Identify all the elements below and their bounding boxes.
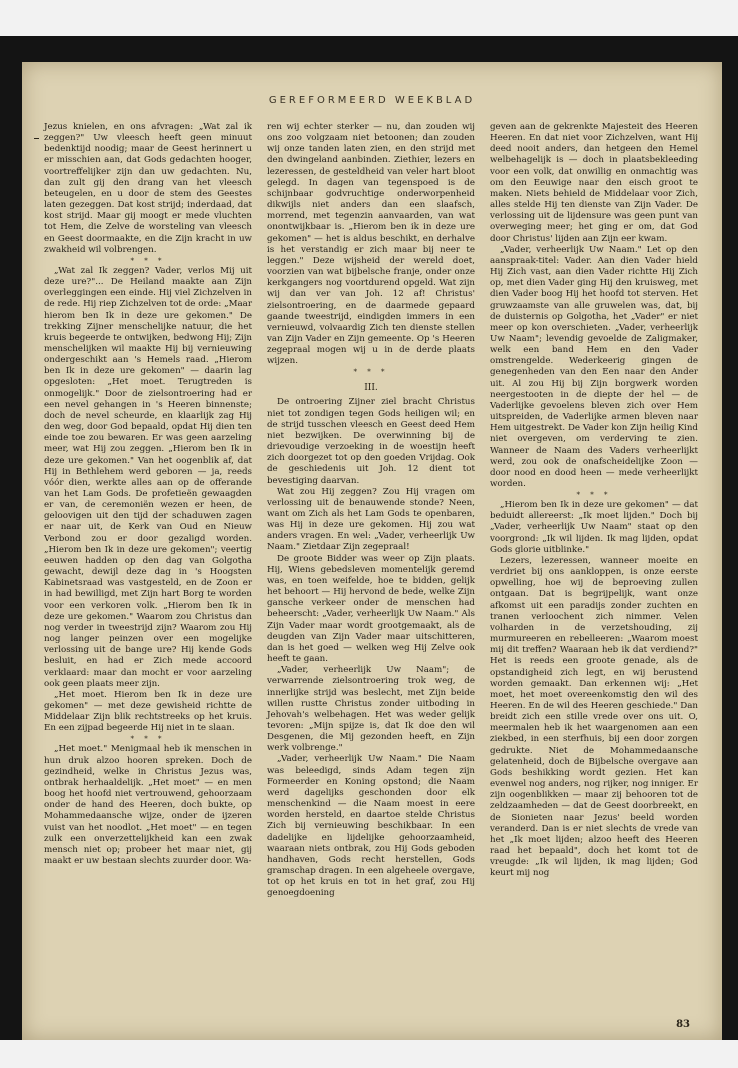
paragraph: ren wij echter sterker — nu, dan zouden wij ons zoo volgzaam niet betoonen; dan zouden wij onze tanden laten zien, en den strijd met den dwingeland aanbinden. Ziethier, lezers en lezeressen, de gesteldheid van veler hart bloot gelegd. In dagen van tegenspoed is de schijnbaar godvruchtige onderworpenheid dikwijls niet anders dan een slaafsch, morrend, met tegenzin aanvaarden, van wat onontwijkbaar is. „Hierom ben ik in deze ure gekomen" — het is aldus beschikt, en derhalve is het verstandig er zich maar bij neer te leggen." Deze wijsheid der wereld doet, voorzien van wat bijbelsche franje, onder onze kerkgangers nog voortdurend opgeld. Wat zijn wij dan ver van Joh. 12 af! Christus' zielsontroering, en de daarmede gepaard gaande tweestrijd, eindigden immers in een vernieuwd, volvaardig Zich ten dienste stellen van Zijn Vader en Zijn gemeente. Op 's Heeren zegepraal mogen wij u in de derde plaats wijzen. [267, 122, 475, 367]
running-header: GEREFORMEERD WEEKBLAD [268, 95, 476, 106]
section-separator: * * * [130, 735, 166, 744]
paragraph: „Wat zal Ik zeggen? Vader, verlos Mij uit deze ure?"... De Heiland maakte aan Zijn overleggingen een einde. Hij viel Zichzelven in de rede. Hij riep Zichzelven tot de orde: „Maar hierom ben Ik in deze ure gekomen." De trekking Zijner menschelijke natuur, die het kruis begeerde te ontwijken, bedwong Hij; Zijn menschelijken wil maakte Hij bij vernieuwing ondergeschikt aan 's Hemels raad. „Hierom ben Ik in deze ure gekomen" — daarin lag opgesloten: „Het moet. Terugtreden is onmogelijk." Door de zielsontroering had er een nevel gehangen in 's Heeren binnenste; doch de nevel scheurde, en klaarlijk zag Hij den weg, door God bepaald, opdat Hij dien ten einde toe zou bewaren. Er was geen aarzeling meer, wat Hij zou zeggen. „Hierom ben Ik in deze ure gekomen." Van het oogenblik af, dat Hij in Bethlehem werd geboren — ja, reeds vóór dien, werkte alles aan op de offerande van het Lam Gods. De profetieën gewaagden er van, de ceremoniën wezen er heen, de geloovigen uit den tijd der schaduwen zagen er naar uit, de Kerk van Oud en Nieuw Verbond zou er door gezaligd worden. „Hierom ben Ik in deze ure gekomen"; veertig eeuwen hadden op den dag van Golgotha gewacht, dewijl deze dag in 's Hoogsten Kabinetsraad was vastgesteld, en de Zoon er in had bewilligd, met Zijn hart Borg te worden voor een verkoren volk. „Hierom ben Ik in deze ure gekomen." Waarom zou Christus dan nog verder in tweestrijd zijn? Waarom zou Hij nog langer peinzen over een mogelijke verlossing uit de bange ure? Hij kende Gods besluit, en had er Zich mede accoord verklaard: maar dan mocht er voor aarzeling ook geen plaats meer zijn. [44, 265, 253, 689]
text-column-3 [490, 122, 698, 879]
bottom-margin [0, 1040, 738, 1068]
paragraph: Lezers, lezeressen, wanneer moeite en verdriet bij ons aankloppen, is onze eerste opwelling, hoe wij de beproeving zullen ontgaan. Dat is begrijpelijk, want onze afkomst uit een paradijs zonder zuchten en tranen verloochent zich nimmer. Velen volharden in de verzetshouding, zij murmureeren en rebelleeren: „Waarom moest mij dit treffen? Waaraan heb ik dat verdiend?" Het is reeds een groote genade, als de opstandigheid zich legt, en wij berustend worden gemaakt. Dan erkennen wij: „Het moet, het moet overeenkomstig den wil des Heeren. En de wil des Heeren geschiede." Dan breidt zich een stille vrede over ons uit. O, meermalen heb ik het waargenomen aan een ziekbed, in een sterfhuis, bij een door zorgen gedrukte. Niet de Mohammedaansche gelatenheid, doch de Bijbelsche overgave aan Gods beshikking wordt gezien. Het kan evenwel nog anders, nog rijker, nog inniger. Er zijn oogenblikken — maar zij behooren tot de zeldzaamheden — dat de Geest doorbreekt, en de Sionieten naar Jezus' beeld worden veranderd. Dan is er niet slechts de vrede van het „Ik moet lijden; alzoo heeft des Heeren raad het bepaald", doch het komt tot de vreugde: „Ik wil lijden, ik mag lijden; God keurt mij nog [490, 555, 698, 879]
paragraph: Jezus knielen, en ons afvragen: „Wat zal ik zeggen?" Uw vleesch heeft geen minuut bedenktijd noodig; maar de Geest herinnert u er misschien aan, dat Gods gedachten hooger, voortreffelijker zijn dan uw gedachten. Nu, dan zult gij den drang van het vleesch beteugelen, en u door de stem des Geestes laten gezeggen. Dat kost strijd; inderdaad, dat kost strijd. Maar gij moogt er mede vluchten tot Hem, die Zelve de worsteling van vleesch en Geest doormaakte, en die Zijn kracht in uw zwakheid wil volbrengen. [44, 122, 252, 255]
paragraph: De groote Bidder was weer op Zijn plaats. Hij, Wiens gebedsleven momentelijk geremd was, en toen weifelde, hoe te bidden, gelijk het behoort — Hij hervond de bede, welke Zijn gansche verkeer onder de menschen had beheerscht: „Vader, verheerlijk Uw Naam." Als Zijn Vader maar wordt grootgemaakt, als de deugden van Zijn Vader maar uitschitteren, dan is het goed — welken weg Hij Zelve ook heeft te gaan. [267, 553, 475, 665]
text-column-2 [267, 122, 475, 899]
paragraph: geven aan de gekrenkte Majesteit des Heeren Heeren. En dat niet voor Zichzelven, want Hij deed nooit anders, dan hetgeen den Hemel welbehagelijk is — doch in plaatsbekleeding voor een volk, dat onwillig en onmachtig was om den Eeuwige naar den eisch groot te maken. Niets behield de Middelaar voor Zich, alles stelde Hij ten dienste van Zijn Vader. De verlossing uit de lijdensure was geen punt van overweging meer; het ging er om, dat God door Christus' lijden aan Zijn eer kwam. [490, 122, 698, 244]
paragraph: „Vader, verheerlijk Uw Naam"; de verwarrende zielsontroering trok weg, de innerlijke strijd was beslecht, met Zijn beide willen rustte Christus zonder uitboding in Jehovah's welbehagen. Het was weder gelijk tevoren: „Mijn spijze is, dat Ik doe den wil Desgenen, die Mij gezonden heeft, en Zijn werk volbrenge." [267, 665, 475, 754]
paragraph: „Vader, verheerlijk Uw Naam." Let op den aanspraak-titel: Vader. Aan dien Vader hield Hij Zich vast, aan dien Vader richtte Hij Zich op, met dien Vader ging Hij den kruisweg, met dien Vader boog Hij het hoofd tot sterven. Het gruwzaamste van alle gruwelen was, dat, bij de duisternis op Golgotha, het „Vader" er niet meer op kon overschieten. „Vader, verheerlijk Uw Naam"; levendig gevoelde de Zaligmaker, welk een band Hem en den Vader omstrengelde. Wederkeerig gingen de genegenheden van den Een naar den Ander uit. Al zou Hij bij Zijn borgwerk worden neergestooten in de diepte der hel — de Vaderlijke gevoelens bleven zich over Hem uitspreiden, de Vaderlijke armen bleven naar Hem uitgestrekt. De Vader kon Zijn heilig Kind niet overgeven, om verderving te zien. Wanneer de Naam des Vaders verheerlijkt werd, zou ook de onafscheidelijke Zoon — door nood en dood heen — mede verheerlijkt worden. [490, 244, 698, 489]
scan-frame [0, 36, 738, 1040]
page-number: 83 [676, 1019, 690, 1030]
paragraph: De ontroering Zijner ziel bracht Christus niet tot zondigen tegen Gods heiligen wil; en de strijd tusschen vleesch en Geest deed Hem niet bezwijken. De overwinning bij de drievoudige verzoeking in de woestijn heeft zich doorgezet tot op den goeden Vrijdag. Ook de geschiedenis uit Joh. 12 dient tot bevestiging daarvan. [267, 397, 475, 486]
section-separator: * * * [130, 256, 166, 265]
section-separator: * * * [576, 491, 612, 500]
paragraph: Wat zou Hij zeggen? Zou Hij vragen om verlossing uit de benauwende stonde? Neen, want om Zich als het Lam Gods te openbaren, was Hij in deze ure gekomen. Hij zou wat anders vragen. En wel: „Vader, verheerlijk Uw Naam." Zietdaar Zijn zegepraal! [267, 486, 475, 553]
top-margin [0, 0, 738, 36]
margin-mark [34, 138, 39, 139]
section-numeral: III. [364, 383, 378, 394]
paragraph: „Hierom ben Ik in deze ure gekomen" — dat beduidt allereerst: „Ik moet lijden." Doch bij „Vader, verheerlijk Uw Naam" staat op den voorgrond: „Ik wil lijden. Ik mag lijden, opdat Gods glorie uitblinke." [490, 500, 698, 555]
magazine-page [22, 62, 722, 1040]
text-column-1 [44, 122, 252, 867]
paragraph: „Het moet. Hierom ben Ik in deze ure gekomen" — met deze gewisheid richtte de Middelaar Zijn blik rechtstreeks op het kruis. En een zijpad begeerde Hij niet in te slaan. [44, 689, 252, 734]
paragraph: „Vader, verheerlijk Uw Naam." Die Naam was beleedigd, sinds Adam tegen zijn Formeerder en Koning opstond; die Naam werd dagelijks geschonden door elk menschenkind — die Naam moest in eere worden hersteld, en daartoe stelde Christus Zich bij vernieuwing beschikbaar. In een dadelijke en lijdelijke gehoorzaamheid, waaraan niets ontbrak, zou Hij Gods geboden handhaven, Gods recht herstellen, Gods gramschap dragen. In een algeheele overgave, tot op het kruis en tot in het graf, zou Hij genoegdoening [267, 754, 475, 899]
section-separator: * * * [353, 368, 389, 377]
paragraph: „Het moet." Menigmaal heb ik menschen in hun druk alzoo hooren spreken. Doch de gezindheid, welke in Christus Jezus was, ontbrak herhaaldelijk. „Het moet" — en men boog het hoofd niet vertrouwend, gehoorzaam onder de hand des Heeren, doch bukte, op Mohammedaansche wijze, onder de ijzeren vuist van het noodlot. „Het moet" — en tegen zulk een onverzettelijkheid kan een zwak mensch niet op; probeer het maar niet, gij maakt er uw bestaan slechts zuurder door. Wa- [44, 744, 252, 866]
